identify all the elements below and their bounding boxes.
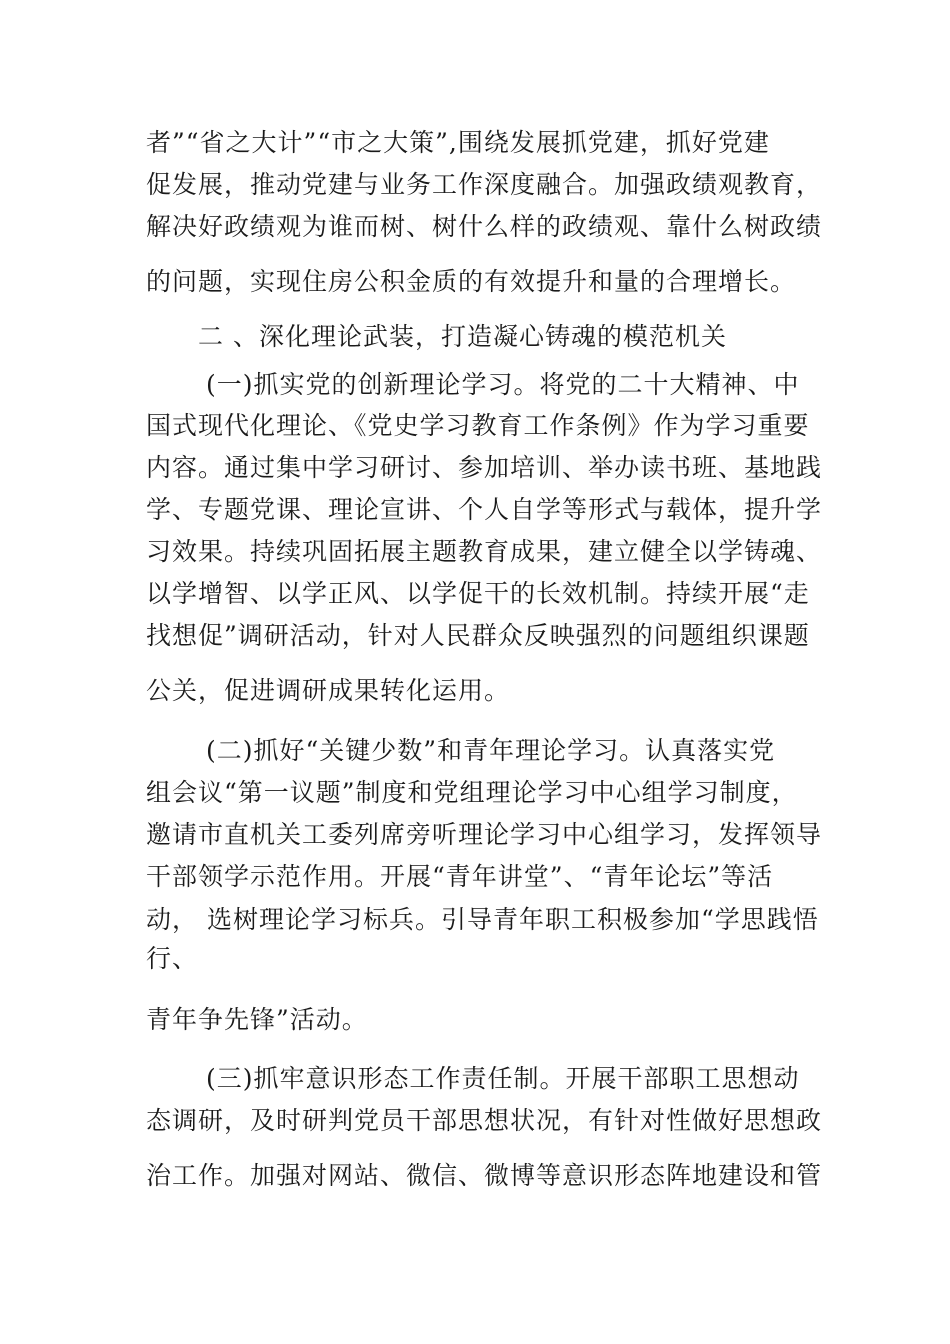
subsection-heading-1: (一)抓实党的创新理论学习。将党的二十大精神、中: [206, 370, 800, 399]
paragraph-line: 态调研，及时研判党员干部思想状况，有针对性做好思想政: [146, 1106, 823, 1135]
paragraph-line: 邀请市直机关工委列席旁听理论学习中心组学习，发挥领导: [146, 820, 823, 849]
paragraph-line: 解决好政绩观为谁而树、树什么样的政绩观、靠什么树政绩: [146, 212, 823, 241]
paragraph-line: 找想促”调研活动，针对人民群众反映强烈的问题组织课题: [146, 621, 810, 650]
paragraph-line: 者”“省之大计”“市之大策”,围绕发展抓党建，抓好党建: [146, 128, 770, 157]
paragraph-line: 内容。通过集中学习研讨、参加培训、举办读书班、基地践: [146, 453, 823, 482]
paragraph-line: 习效果。持续巩固拓展主题教育成果，建立健全以学铸魂、: [146, 537, 823, 566]
paragraph-line: 以学增智、以学正风、以学促干的长效机制。持续开展“走: [146, 579, 810, 608]
paragraph-line: 治工作。加强对网站、微信、微博等意识形态阵地建设和管: [146, 1161, 823, 1190]
paragraph-line: 组会议“第一议题”制度和党组理论学习中心组学习制度，: [146, 778, 798, 807]
subsection-heading-2: (二)抓好“关键少数”和青年理论学习。认真落实党: [206, 736, 776, 765]
paragraph-line: 公关，促进调研成果转化运用。: [146, 676, 511, 705]
subsection-heading-3: (三)抓牢意识形态工作责任制。开展干部职工思想动: [206, 1064, 800, 1093]
paragraph-line: 促发展，推动党建与业务工作深度融合。加强政绩观教育，: [146, 170, 823, 199]
paragraph-line: 动， 选树理论学习标兵。引导青年职工积极参加“学思践悟: [146, 905, 819, 934]
paragraph-line: 干部领学示范作用。开展“青年讲堂”、“青年论坛”等活: [146, 862, 774, 891]
paragraph-line: 的问题，实现住房公积金质的有效提升和量的合理增长。: [146, 267, 797, 296]
paragraph-line: 国式现代化理论、《党史学习教育工作条例》作为学习重要: [146, 411, 810, 440]
paragraph-line: 青年争先锋”活动。: [146, 1005, 368, 1034]
section-heading: 二 、深化理论武装，打造凝心铸魂的模范机关: [198, 322, 727, 351]
paragraph-line: 行、: [146, 944, 199, 973]
paragraph-line: 学、专题党课、理论宣讲、个人自学等形式与载体，提升学: [146, 495, 823, 524]
